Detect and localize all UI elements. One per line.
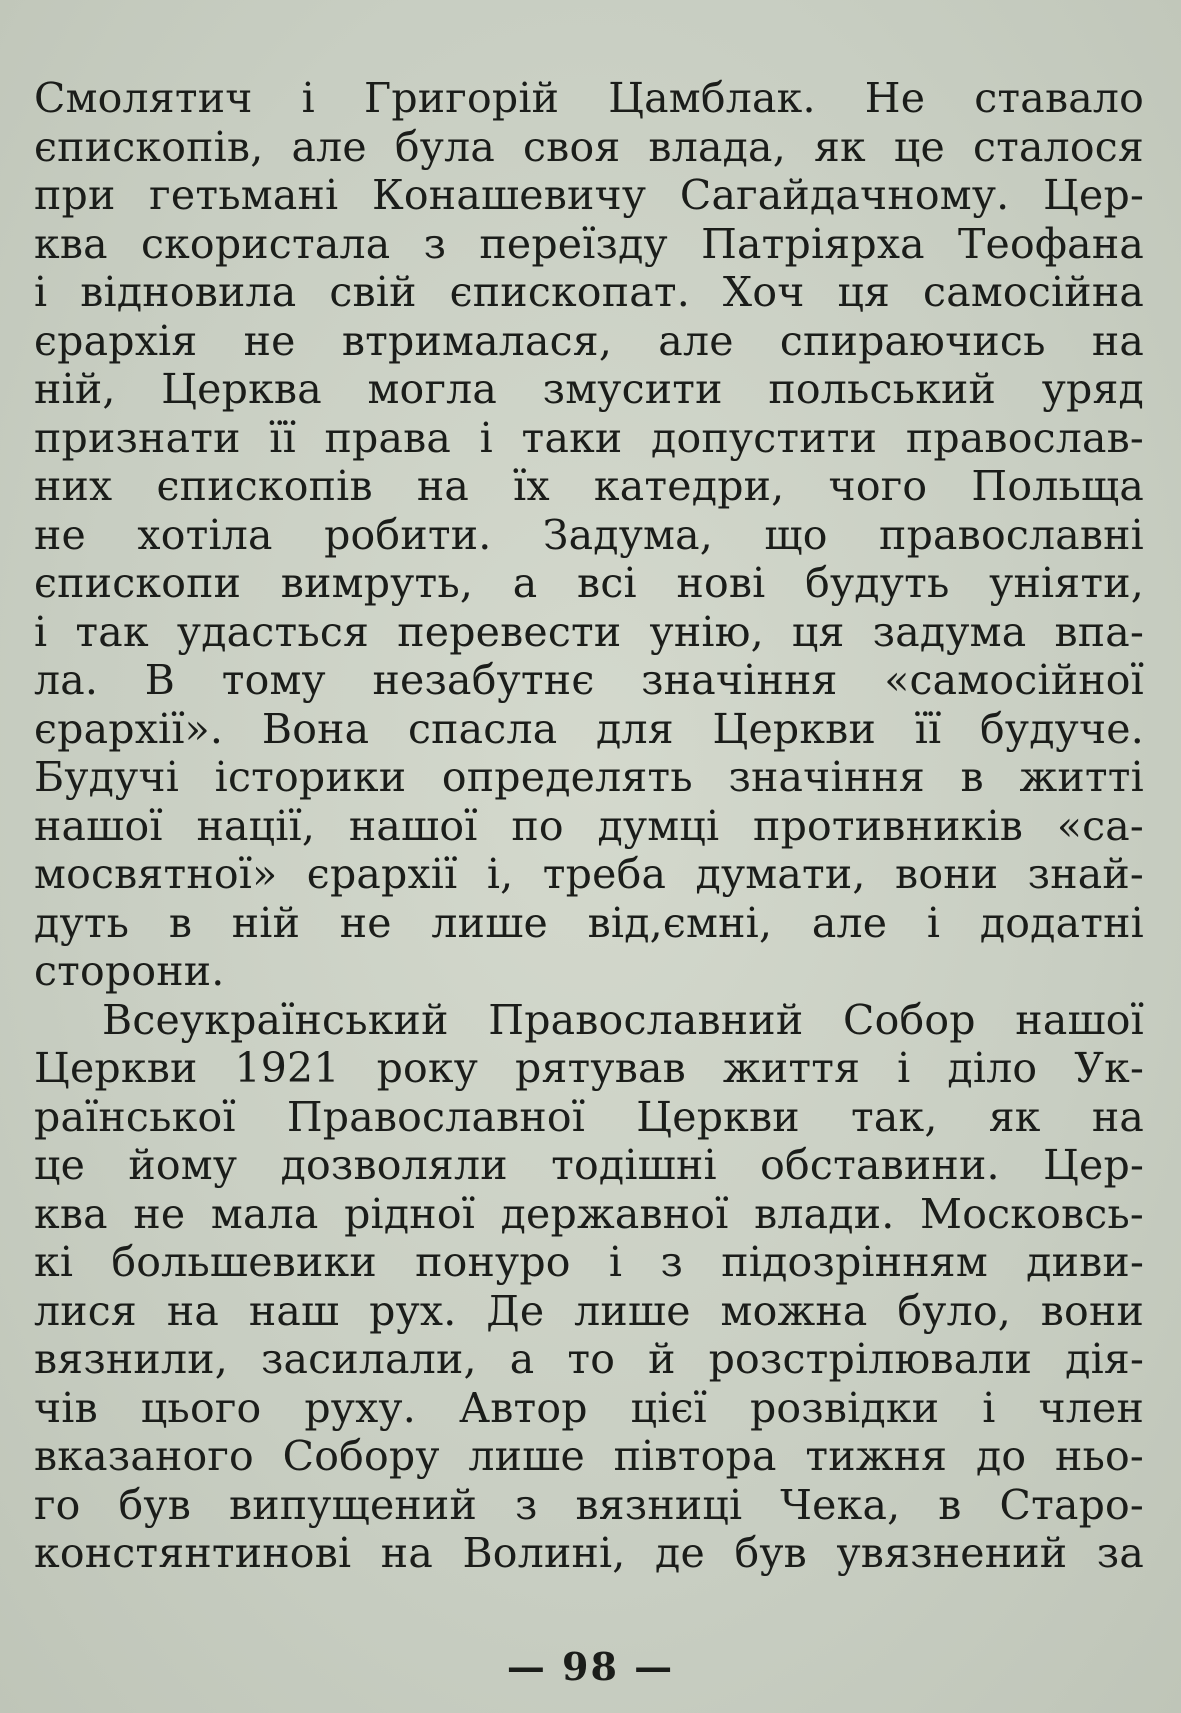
text-line: при гетьмані Конашевичу Сагайдачному. Цер-	[34, 171, 1144, 219]
text-line: і так удасться перевести унію, ця задума впа-	[34, 607, 1144, 656]
text-line: не хотіла робити. Задума, що православні	[34, 510, 1144, 559]
text-line: вказаного Собору лише півтора тижня до ньо-	[34, 1432, 1144, 1480]
text-line: вязнили, засилали, а то й розстрілювали дія-	[34, 1335, 1144, 1383]
text-line: чів цього руху. Автор цієї розвідки і член	[34, 1383, 1144, 1432]
text-line: лися на наш рух. Де лише можна було, вони	[34, 1286, 1144, 1335]
text-line: нашої нації, нашої по думці противників «са-	[34, 801, 1144, 850]
text-line: ній, Церква могла змусити польський уряд	[34, 365, 1144, 413]
page-text	[34, 74, 1144, 1578]
text-line: раїнської Православної Церкви так, як на	[34, 1092, 1144, 1141]
text-line: го був випущений з вязниці Чека, в Старо-	[34, 1480, 1144, 1529]
page-number: — 98 —	[506, 1644, 675, 1689]
text-line: ква скористала з переїзду Патріярха Теофана	[34, 219, 1144, 268]
text-line: єпископи вимруть, а всі нові будуть уніяти,	[34, 559, 1144, 607]
text-line: Церкви 1921 року рятував життя і діло Ук-	[34, 1044, 1144, 1092]
text-line: Всеукраїнський Православний Собор нашої	[102, 995, 1144, 1044]
text-line: ла. В тому незабутнє значіння «самосійної	[34, 656, 1144, 704]
text-line: признати її права і таки допустити православ-	[34, 413, 1144, 462]
text-line: ква не мала рідної державної влади. Московсь-	[34, 1189, 1144, 1238]
text-line: і відновила свій єпископат. Хоч ця самосійна	[34, 268, 1144, 316]
text-line: Смолятич і Григорій Цамблак. Не ставало	[34, 74, 1144, 122]
text-line: них єпископів на їх катедри, чого Польща	[34, 462, 1144, 510]
text-line: дуть в ній не лише від,ємні, але і додатні	[34, 898, 1144, 947]
text-line: Будучі історики определять значіння в житті	[34, 753, 1144, 801]
text-line: мосвятної» єрархії і, треба думати, вони знай-	[34, 850, 1144, 898]
text-line: єпископів, але була своя влада, як це сталося	[34, 122, 1144, 171]
text-line: єрархії». Вона спасла для Церкви її будуче.	[34, 704, 1144, 753]
text-line: це йому дозволяли тодішні обставини. Цер-	[34, 1141, 1144, 1189]
text-line: сторони.	[34, 947, 225, 995]
text-line: єрархія не втрималася, але спираючись на	[34, 316, 1144, 365]
text-line: кі большевики понуро і з підозрінням диви-	[34, 1238, 1144, 1286]
text-line: констянтинові на Волині, де був увязнений за	[34, 1529, 1144, 1577]
